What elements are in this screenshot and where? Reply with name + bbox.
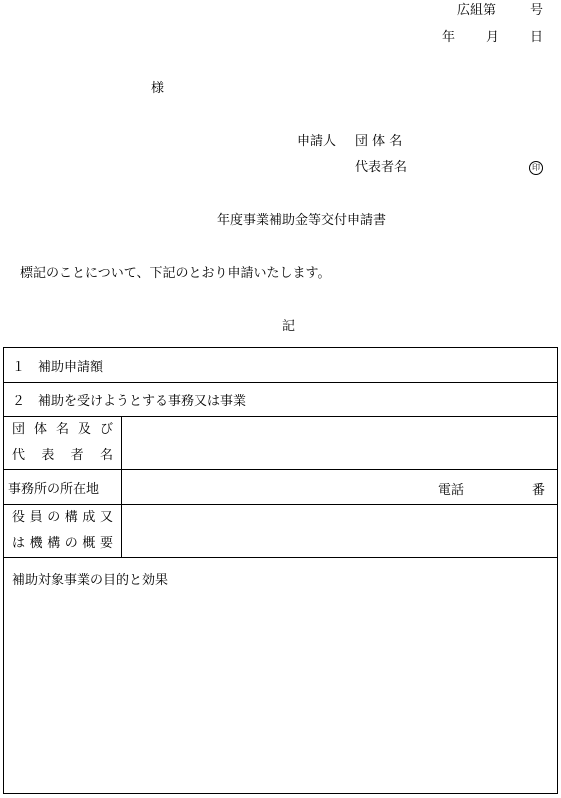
doc-number-suffix: 号 xyxy=(530,3,544,18)
phone-label: 電話 xyxy=(437,483,464,498)
org-rep-line2 xyxy=(12,443,113,469)
representative-label: 代表者名 xyxy=(355,160,408,175)
row-target-project xyxy=(4,383,558,417)
date-month: 月 xyxy=(486,30,500,45)
char: 体 xyxy=(33,422,47,437)
org-representative-label xyxy=(4,417,122,470)
ki-mark: 記 xyxy=(282,319,296,334)
row-subsidy-amount xyxy=(4,348,558,383)
char: 役 xyxy=(12,510,26,525)
target-project-label: ２ 補助を受けようとする事務又は事業 xyxy=(4,383,558,417)
org-rep-line1 xyxy=(12,417,113,443)
subsidy-amount-label: １ 補助申請額 xyxy=(4,348,558,383)
char: 又 xyxy=(99,510,113,525)
officers-label xyxy=(4,505,122,558)
char: 構 xyxy=(47,536,61,551)
date-year: 年 xyxy=(442,30,456,45)
row-office-location xyxy=(4,470,558,505)
char: 機 xyxy=(29,536,43,551)
char: 及 xyxy=(77,422,91,437)
char: の xyxy=(64,536,78,551)
doc-number-prefix: 広組第 xyxy=(457,3,497,18)
char: 要 xyxy=(99,536,113,551)
char: 構 xyxy=(64,510,78,525)
char: の xyxy=(47,510,61,525)
row-purpose xyxy=(4,558,558,794)
row-officers xyxy=(4,505,558,558)
office-location-value[interactable] xyxy=(122,470,558,505)
officers-line2 xyxy=(12,531,113,557)
char: 概 xyxy=(82,536,96,551)
purpose-label[interactable]: 補助対象事業の目的と効果 xyxy=(4,558,558,794)
char: 成 xyxy=(82,510,96,525)
officers-value[interactable] xyxy=(122,505,558,558)
char: 表 xyxy=(41,448,55,463)
body-text: 標記のことについて、下記のとおり申請いたします。 xyxy=(20,266,331,281)
char: は xyxy=(12,536,26,551)
char: び xyxy=(99,422,113,437)
org-representative-value[interactable] xyxy=(122,417,558,470)
row-org-representative xyxy=(4,417,558,470)
document-title: 年度事業補助金等交付申請書 xyxy=(217,213,387,228)
application-form-table xyxy=(3,347,558,794)
char: 名 xyxy=(99,448,113,463)
char: 団 xyxy=(12,422,26,437)
phone-area xyxy=(122,470,557,504)
char: 員 xyxy=(29,510,43,525)
char: 名 xyxy=(55,422,69,437)
seal-mark: 印 xyxy=(529,161,543,175)
officers-line1 xyxy=(12,505,113,531)
phone-number-label: 番 xyxy=(531,483,545,498)
char: 代 xyxy=(12,448,26,463)
date-day: 日 xyxy=(530,30,544,45)
addressee-honorific: 様 xyxy=(151,81,165,96)
office-location-label: 事務所の所在地 xyxy=(4,470,122,505)
char: 者 xyxy=(70,448,84,463)
org-name-label: 団 体 名 xyxy=(355,134,403,149)
applicant-label: 申請人 xyxy=(297,134,337,149)
